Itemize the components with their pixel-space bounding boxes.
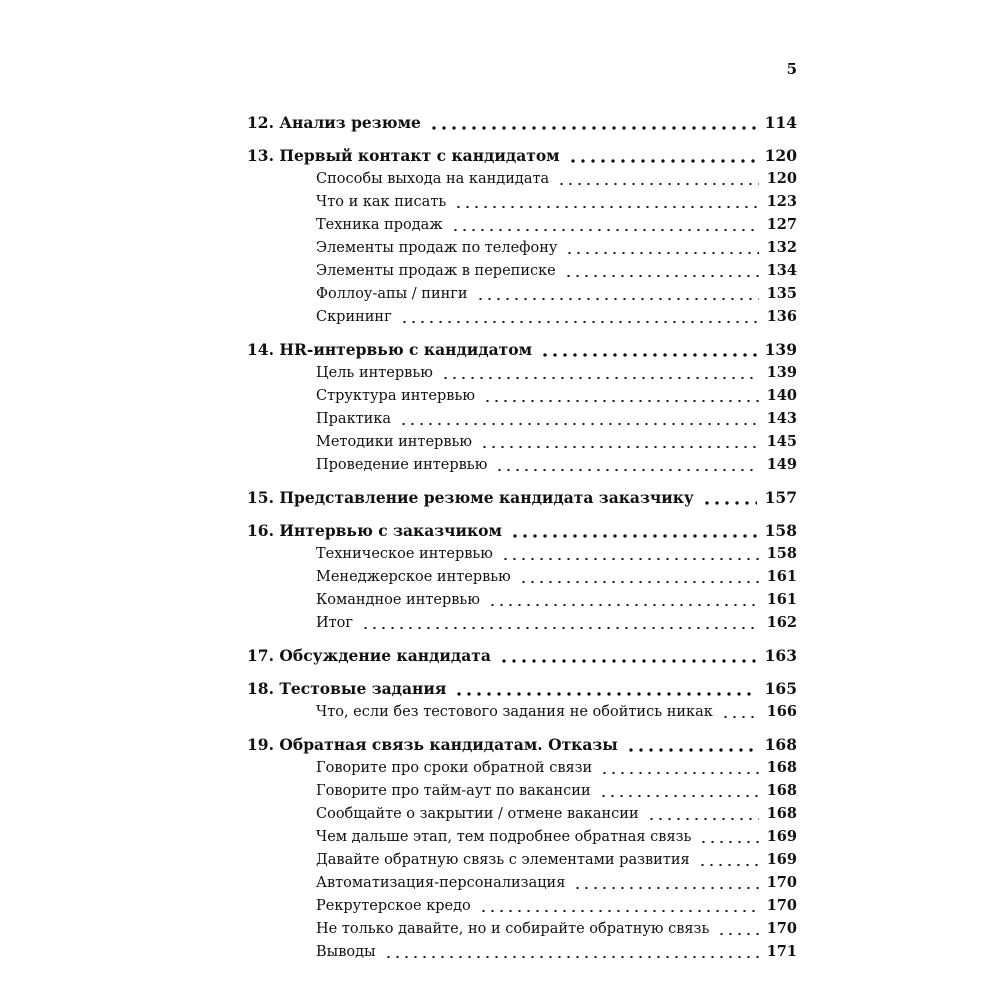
section-page-number: 132 [766,239,797,256]
section-title: Элементы продаж по телефону [316,240,558,256]
toc-chapter-heading [247,733,797,756]
toc-section-entry [247,825,797,848]
toc-chapter-heading [247,144,797,167]
toc-section-entry [247,213,797,236]
dot-leader [399,422,759,426]
section-title: Не только давайте, но и собирайте обратную связь [316,921,710,937]
dot-leader [451,228,759,232]
section-title: Командное интервью [316,592,480,608]
chapter-page-number: 114 [764,113,797,132]
section-page-number: 161 [766,568,797,585]
section-title: Автоматизация-персонализация [316,875,566,891]
chapter-page-number: 157 [764,488,797,507]
section-page-number: 134 [766,262,797,279]
dot-leader [717,932,758,936]
toc-chapter-heading [247,677,797,700]
dot-leader [384,955,759,959]
toc-section-entry [247,259,797,282]
toc-section-entry [247,917,797,940]
toc-chapter [247,733,797,963]
dot-leader [519,580,759,584]
dot-leader [400,320,759,324]
toc-chapter-heading [247,111,797,134]
toc-chapter [247,144,797,328]
section-page-number: 143 [766,410,797,427]
dot-leader [454,205,758,209]
section-title: Методики интервью [316,434,473,450]
chapter-title: 13. Первый контакт с кандидатом [247,146,560,165]
section-page-number: 123 [766,193,797,210]
section-title: Техническое интервью [316,546,493,562]
toc-chapter [247,519,797,634]
section-title: Проведение интервью [316,457,488,473]
chapter-page-number: 139 [764,340,797,359]
chapter-title: 18. Тестовые задания [247,679,447,698]
dot-leader [488,603,759,607]
section-title: Структура интервью [316,388,475,404]
toc-chapter [247,338,797,476]
chapter-page-number: 163 [764,646,797,665]
dot-leader [483,399,759,403]
section-page-number: 162 [766,614,797,631]
dot-leader [557,182,759,186]
section-page-number: 168 [766,782,797,799]
toc-section-entry [247,190,797,213]
toc-section-entry [247,611,797,634]
chapter-page-number: 120 [764,146,797,165]
toc-section-entry [247,407,797,430]
toc-chapter-heading [247,519,797,542]
toc-section-entry [247,779,797,802]
dot-leader [429,126,757,130]
toc-section-entry [247,236,797,259]
section-page-number: 166 [766,703,797,720]
section-page-number: 168 [766,805,797,822]
dot-leader [495,468,758,472]
dot-leader [540,353,757,357]
dot-leader [564,274,759,278]
dot-leader [600,771,759,775]
toc-section-entry [247,871,797,894]
dot-leader [479,909,759,913]
section-page-number: 170 [766,874,797,891]
section-title: Чем дальше этап, тем подробнее обратная связь [316,829,692,845]
section-title: Элементы продаж в переписке [316,263,556,279]
section-title: Давайте обратную связь с элементами развития [316,852,690,868]
dot-leader [702,501,757,505]
toc-section-entry [247,305,797,328]
section-title: Практика [316,411,392,427]
section-page-number: 171 [766,943,797,960]
toc-section-entry [247,940,797,963]
chapter-title: 14. HR-интервью с кандидатом [247,340,533,359]
section-title: Менеджерское интервью [316,569,511,585]
section-title: Способы выхода на кандидата [316,171,550,187]
dot-leader [626,748,757,752]
toc-section-entry [247,542,797,565]
chapter-page-number: 165 [764,679,797,698]
chapter-title: 12. Анализ резюме [247,113,421,132]
section-title: Выводы [316,944,376,960]
table-of-contents [247,111,797,973]
section-title: Скрининг [316,309,392,325]
section-title: Рекрутерское кредо [316,898,471,914]
chapter-title: 17. Обсуждение кандидата [247,646,491,665]
toc-section-entry [247,894,797,917]
section-title: Говорите про тайм-аут по вакансии [316,783,591,799]
dot-leader [510,534,757,538]
section-page-number: 127 [766,216,797,233]
dot-leader [480,445,759,449]
section-page-number: 168 [766,759,797,776]
dot-leader [361,626,759,630]
dot-leader [499,659,757,663]
dot-leader [476,297,759,301]
dot-leader [647,817,759,821]
chapter-page-number: 168 [764,735,797,754]
dot-leader [573,886,758,890]
dot-leader [565,251,758,255]
section-title: Техника продаж [316,217,443,233]
section-title: Фоллоу-апы / пинги [316,286,468,302]
section-page-number: 149 [766,456,797,473]
toc-chapter-heading [247,338,797,361]
chapter-page-number: 158 [764,521,797,540]
section-page-number: 169 [766,851,797,868]
toc-chapter [247,677,797,723]
toc-section-entry [247,588,797,611]
chapter-title: 16. Интервью с заказчиком [247,521,502,540]
dot-leader [568,159,757,163]
section-page-number: 136 [766,308,797,325]
toc-section-entry [247,167,797,190]
chapter-title: 15. Представление резюме кандидата заказчику [247,488,694,507]
toc-chapter-heading [247,486,797,509]
section-title: Итог [316,615,353,631]
toc-section-entry [247,453,797,476]
toc-section-entry [247,361,797,384]
section-page-number: 120 [766,170,797,187]
toc-section-entry [247,700,797,723]
toc-section-entry [247,384,797,407]
section-page-number: 135 [766,285,797,302]
section-page-number: 145 [766,433,797,450]
section-page-number: 140 [766,387,797,404]
dot-leader [699,840,758,844]
toc-section-entry [247,430,797,453]
section-title: Сообщайте о закрытии / отмене вакансии [316,806,639,822]
dot-leader [599,794,759,798]
toc-chapter-heading [247,644,797,667]
section-title: Говорите про сроки обратной связи [316,760,593,776]
section-title: Что и как писать [316,194,447,210]
section-page-number: 158 [766,545,797,562]
section-page-number: 169 [766,828,797,845]
dot-leader [698,863,759,867]
page-number: 5 [786,60,797,78]
toc-chapter [247,111,797,134]
dot-leader [441,376,759,380]
section-page-number: 139 [766,364,797,381]
toc-chapter [247,644,797,667]
section-page-number: 170 [766,897,797,914]
toc-section-entry [247,848,797,871]
section-page-number: 161 [766,591,797,608]
toc-section-entry [247,802,797,825]
section-title: Цель интервью [316,365,433,381]
dot-leader [721,715,759,719]
dot-leader [454,692,756,696]
toc-chapter [247,486,797,509]
section-page-number: 170 [766,920,797,937]
toc-section-entry [247,565,797,588]
toc-section-entry [247,282,797,305]
dot-leader [501,557,759,561]
section-title: Что, если без тестового задания не обойтись никак [316,704,713,720]
toc-section-entry [247,756,797,779]
chapter-title: 19. Обратная связь кандидатам. Отказы [247,735,618,754]
